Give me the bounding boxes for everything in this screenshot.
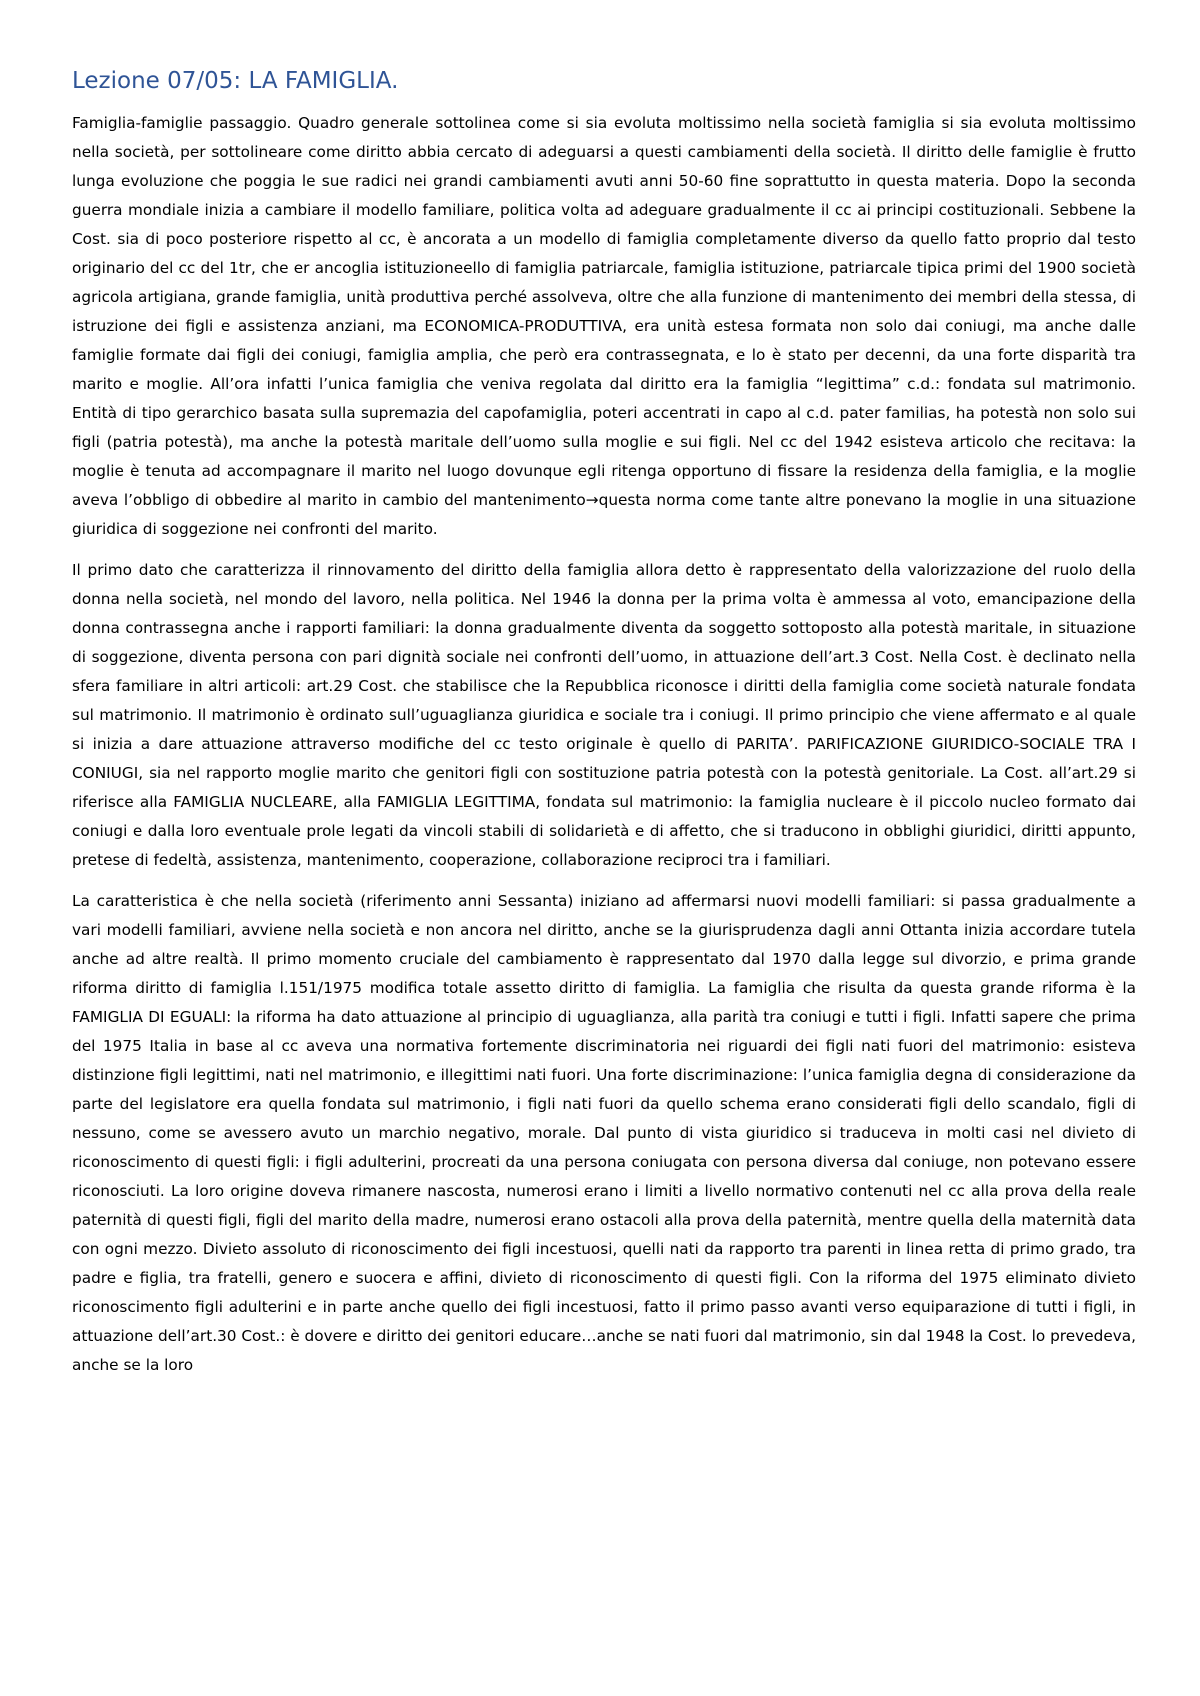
page-title: Lezione 07/05: LA FAMIGLIA. <box>72 68 399 94</box>
paragraph-2: Il primo dato che caratterizza il rinnovamento del diritto della famiglia allora detto è rappresentato della valorizzazione del ruolo della donna nella società, nel mondo del lavoro, nella politica. Nel 1946 la donna per la prima volta è ammessa al voto, emancipazione della donna contrassegna anche i rapporti familiari: la donna gradualmente diventa da soggetto sottoposto alla potestà maritale, in situazione di soggezione, diventa persona con pari dignità sociale nei confronti dell’uomo, in attuazione dell’art.3 Cost. Nella Cost. è declinato nella sfera familiare in altri articoli: art.29 Cost. che stabilisce che la Repubblica riconosce i diritti della famiglia come società naturale fondata sul matrimonio. Il matrimonio è ordinato sull’uguaglianza giuridica e sociale tra i coniugi. Il primo principio che viene affermato e al quale si inizia a dare attuazione attraverso modifiche del cc testo originale è quello di PARITA’. PARIFICAZIONE GIURIDICO-SOCIALE TRA I CONIUGI, sia nel rapporto moglie marito che genitori figli con sostituzione patria potestà con la potestà genitoriale. La Cost. all’art.29 si riferisce alla FAMIGLIA NUCLEARE, alla FAMIGLIA LEGITTIMA, fondata sul matrimonio: la famiglia nucleare è il piccolo nucleo formato dai coniugi e dalla loro eventuale prole legati da vincoli stabili di solidarietà e di affetto, che si traducono in obblighi giuridici, diritti appunto, pretese di fedeltà, assistenza, mantenimento, cooperazione, collaborazione reciproci tra i familiari. <box>72 560 1136 869</box>
document-page <box>72 68 1136 1392</box>
paragraph-1: Famiglia-famiglie passaggio. Quadro generale sottolinea come si sia evoluta moltissimo nella società famiglia si sia evoluta moltissimo nella società, per sottolineare come diritto abbia cercato di adeguarsi a questi cambiamenti della società. Il diritto delle famiglie è frutto lunga evoluzione che poggia le sue radici nei grandi cambiamenti avuti anni 50-60 fine soprattutto in questa materia. Dopo la seconda guerra mondiale inizia a cambiare il modello familiare, politica volta ad adeguare gradualmente il cc ai principi costituzionali. Sebbene la Cost. sia di poco posteriore rispetto al cc, è ancorata a un modello di famiglia completamente diverso da quello fatto proprio dal testo originario del cc del 1tr, che er ancoglia istituzioneello di famiglia patriarcale, famiglia istituzione, patriarcale tipica primi del 1900 società agricola artigiana, grande famiglia, unità produttiva perché assolveva, oltre che alla funzione di mantenimento dei membri della stessa, di istruzione dei figli e assistenza anziani, ma ECONOMICA-PRODUTTIVA, era unità estesa formata non solo dai coniugi, ma anche dalle famiglie formate dai figli dei coniugi, famiglia amplia, che però era contrassegnata, e lo è stato per decenni, da una forte disparità tra marito e moglie. All’ora infatti l’unica famiglia che veniva regolata dal diritto era la famiglia “legittima” c.d.: fondata sul matrimonio. Entità di tipo gerarchico basata sulla supremazia del capofamiglia, poteri accentrati in capo al c.d. pater familias, ha potestà non solo sui figli (patria potestà), ma anche la potestà maritale dell’uomo sulla moglie e sui figli. Nel cc del 1942 esisteva articolo che recitava: la moglie è tenuta ad accompagnare il marito nel luogo dovunque egli ritenga opportuno di fissare la residenza della famiglia, e la moglie aveva l’obbligo di obbedire al marito in cambio del mantenimento→questa norma come tante altre ponevano la moglie in una situazione giuridica di soggezione nei confronti del marito. <box>72 113 1136 538</box>
paragraph-3: La caratteristica è che nella società (riferimento anni Sessanta) iniziano ad affermarsi nuovi modelli familiari: si passa gradualmente a vari modelli familiari, avviene nella società e non ancora nel diritto, anche se la giurisprudenza dagli anni Ottanta inizia accordare tutela anche ad altre realtà. Il primo momento cruciale del cambiamento è rappresentato dal 1970 dalla legge sul divorzio, e prima grande riforma diritto di famiglia l.151/1975 modifica totale assetto diritto di famiglia. La famiglia che risulta da questa grande riforma è la FAMIGLIA DI EGUALI: la riforma ha dato attuazione al principio di uguaglianza, alla parità tra coniugi e tutti i figli. Infatti sapere che prima del 1975 Italia in base al cc aveva una normativa fortemente discriminatoria nei riguardi dei figli nati fuori del matrimonio: esisteva distinzione figli legittimi, nati nel matrimonio, e illegittimi nati fuori. Una forte discriminazione: l’unica famiglia degna di considerazione da parte del legislatore era quella fondata sul matrimonio, i figli nati fuori da quello schema erano considerati figli dello scandalo, figli di nessuno, come se avessero avuto un marchio negativo, morale. Dal punto di vista giuridico si traduceva in molti casi nel divieto di riconoscimento di questi figli: i figli adulterini, procreati da una persona coniugata con persona diversa dal coniuge, non potevano essere riconosciuti. La loro origine doveva rimanere nascosta, numerosi erano i limiti a livello normativo contenuti nel cc alla prova della reale paternità di questi figli, figli del marito della madre, numerosi erano ostacoli alla prova della paternità, mentre quella della maternità data con ogni mezzo. Divieto assoluto di riconoscimento dei figli incestuosi, quelli nati da rapporto tra parenti in linea retta di primo grado, tra padre e figlia, tra fratelli, genero e suocera e affini, divieto di riconoscimento di questi figli. Con la riforma del 1975 eliminato divieto riconoscimento figli adulterini e in parte anche quello dei figli incestuosi, fatto il primo passo avanti verso equiparazione di tutti i figli, in attuazione dell’art.30 Cost.: è dovere e diritto dei genitori educare…anche se nati fuori dal matrimonio, sin dal 1948 la Cost. lo prevedeva, anche se la loro <box>72 891 1137 1374</box>
